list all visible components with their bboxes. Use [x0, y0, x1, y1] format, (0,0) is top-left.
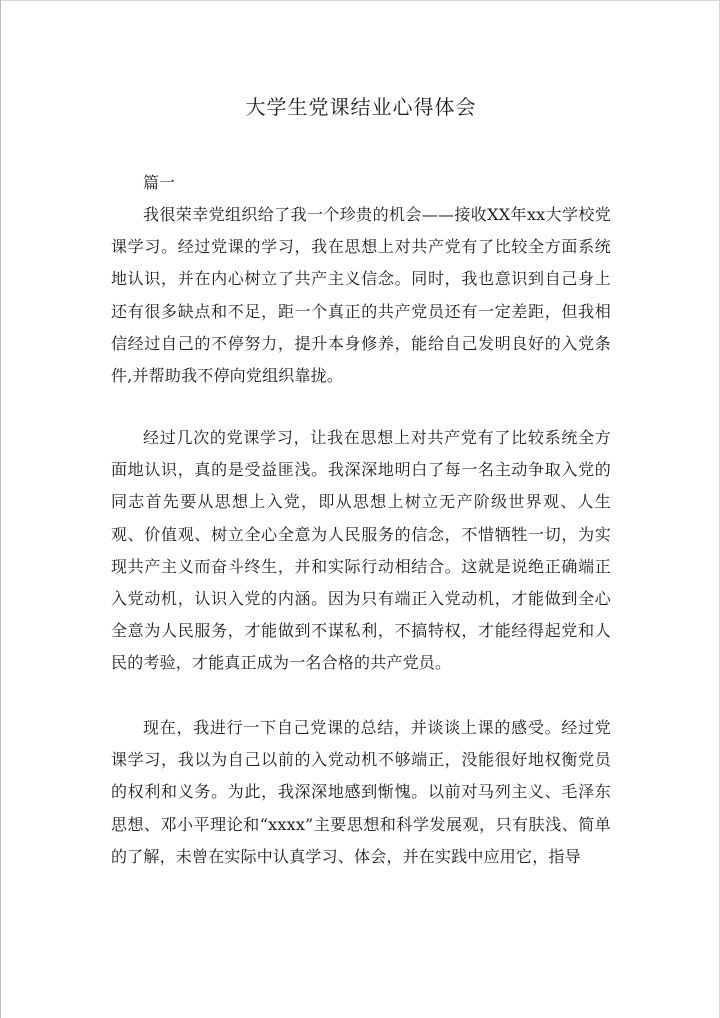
paragraph-3: 现在，我进行一下自己党课的总结，并谈谈上课的感受。经过党课学习，我以为自己以前的入党动机不够端正，没能很好地权衡党员的权利和义务。为此，我深深地感到惭愧。以前对马列主义、毛泽东思想、邓小平理论和“xxxx”主要思想和科学发展观，只有肤浅、简单的了解，未曾在实际中认真学习、体会，并在实践中应用它，指导 — [111, 718, 611, 866]
section-label: 篇一 — [143, 173, 176, 192]
page-border-left — [0, 0, 1, 1018]
document-title: 大学生党课结业心得体会 — [245, 95, 477, 119]
paragraph-1: 我很荣幸党组织给了我一个珍贵的机会——接收XX年xx大学校党课学习。经过党课的学习，我在思想上对共产党有了比较全方面系统地认识，并在内心树立了共产主义信念。同时，我也意识到自己身上还有很多缺点和不足，距一个真正的共产党员还有一定差距，但我相信经过自己的不停努力，提升本身修养，能给自己发明良好的入党条件,并帮助我不停向党组织靠拢。 — [111, 205, 611, 386]
page-border-top — [0, 0, 720, 1]
paragraph-2: 经过几次的党课学习，让我在思想上对共产党有了比较系统全方面地认识，真的是受益匪浅。我深深地明白了每一名主动争取入党的同志首先要从思想上入党，即从思想上树立无产阶级世界观、人生观、价值观、树立全心全意为人民服务的信念，不惜牺牲一切，为实现共产主义而奋斗终生，并和实际行动相结合。这就是说绝正确端正入党动机，认识入党的内涵。因为只有端正入党动机，才能做到全心全意为人民服务，才能做到不谋私利，不搞特权，才能经得起党和人民的考验，才能真正成为一名合格的共产党员。 — [111, 428, 611, 673]
